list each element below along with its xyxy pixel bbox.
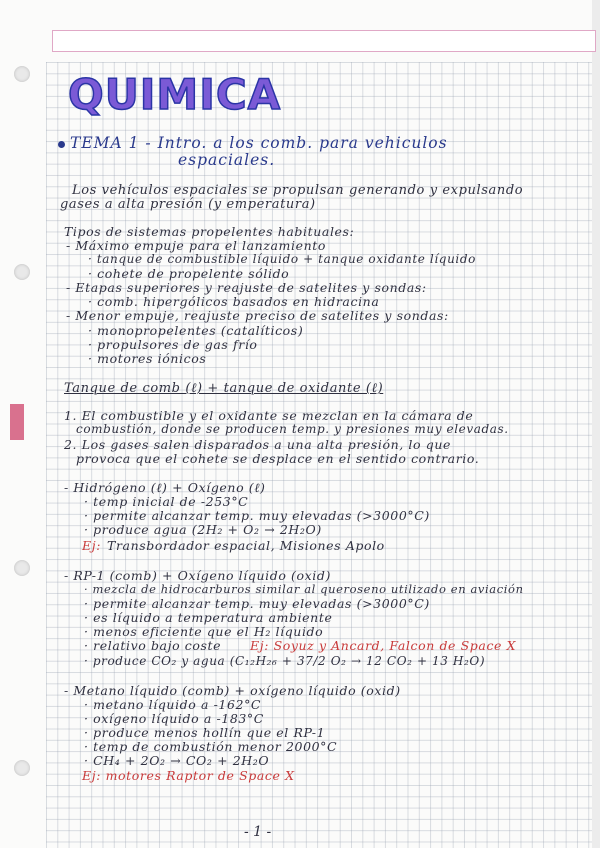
metano-heading: - Metano líquido (comb) + oxígeno líquido (oxid): [64, 683, 401, 698]
tema-line-1: TEMA 1 - Intro. a los comb. para vehiculos: [70, 134, 448, 152]
rp1-item: · mezcla de hidrocarburos similar al queroseno utilizado en aviación: [84, 582, 524, 596]
binder-hole-icon: [14, 264, 30, 280]
rp1-item: · permite alcanzar temp. muy elevadas (>3000°C): [84, 596, 430, 611]
tipos-item: · motores iónicos: [88, 351, 207, 366]
ej-text: Transbordador espacial, Misiones Apolo: [107, 538, 385, 553]
rp1-item: · produce CO₂ y agua (C₁₂H₂₆ + 37/2 O₂ → 12 CO₂ + 13 H₂O): [84, 654, 486, 668]
page-tab: [10, 404, 24, 440]
tipos-item: · propulsores de gas frío: [88, 337, 258, 352]
hidrogeno-item: · permite alcanzar temp. muy elevadas (>3000°C): [84, 508, 430, 523]
intro-line-1: Los vehículos espaciales se propulsan generando y expulsando: [72, 183, 524, 198]
metano-item: · temp de combustión menor 2000°C: [84, 739, 338, 754]
rp1-example: Ej: Soyuz y Ancard, Falcon de Space X: [250, 638, 517, 653]
tipos-item: - Etapas superiores y reajuste de satelites y sondas:: [66, 280, 427, 295]
binder-hole-icon: [14, 560, 30, 576]
hidrogeno-heading: - Hidrógeno (ℓ) + Oxígeno (ℓ): [64, 480, 266, 495]
tipos-item: · tanque de combustible líquido + tanque oxidante líquido: [88, 252, 476, 266]
metano-item: · CH₄ + 2O₂ → CO₂ + 2H₂O: [84, 753, 270, 768]
section2-heading: Tanque de comb (ℓ) + tanque de oxidante (ℓ): [64, 381, 384, 396]
page-edge: [592, 0, 600, 848]
page-number: - 1 -: [244, 824, 272, 840]
binder-hole-icon: [14, 66, 30, 82]
section2-p1-line2: combustión, donde se producen temp. y presiones muy elevadas.: [76, 422, 509, 436]
hidrogeno-item: · temp inicial de -253°C: [84, 494, 249, 509]
tipos-item: · monopropelentes (catalíticos): [88, 323, 304, 338]
rp1-heading: - RP-1 (comb) + Oxígeno líquido (oxid): [64, 568, 331, 583]
bullet-icon: [58, 141, 65, 148]
rp1-item: · menos eficiente que el H₂ líquido: [84, 624, 324, 639]
metano-item: · produce menos hollín que el RP-1: [84, 725, 326, 740]
metano-item: · metano líquido a -162°C: [84, 697, 262, 712]
binder-hole-icon: [14, 760, 30, 776]
tipos-heading: Tipos de sistemas propelentes habituales:: [64, 224, 355, 239]
section2-p2-line1: 2. Los gases salen disparados a una alta presión, lo que: [64, 437, 451, 452]
metano-item: · oxígeno líquido a -183°C: [84, 711, 264, 726]
header-box: [52, 30, 596, 52]
tema-line-2: espaciales.: [178, 151, 276, 169]
tipos-item: · comb. hipergólicos basados en hidracina: [88, 294, 380, 309]
tipos-item: - Menor empuje, reajuste preciso de satelites y sondas:: [66, 308, 449, 323]
tipos-item: - Máximo empuje para el lanzamiento: [66, 238, 327, 253]
ej-label: Ej:: [82, 538, 102, 553]
rp1-item: · relativo bajo coste: [84, 638, 222, 653]
hidrogeno-example: [82, 538, 385, 553]
section2-p2-line2: provoca que el cohete se desplace en el sentido contrario.: [76, 451, 480, 466]
section2-p1-line1: 1. El combustible y el oxidante se mezclan en la cámara de: [64, 408, 474, 423]
tipos-item: · cohete de propelente sólido: [88, 266, 290, 281]
metano-example: Ej: motores Raptor de Space X: [82, 768, 295, 783]
page-title: QUIMICA: [68, 70, 282, 119]
rp1-item: · es líquido a temperatura ambiente: [84, 610, 333, 625]
hidrogeno-item: · produce agua (2H₂ + O₂ → 2H₂O): [84, 522, 322, 537]
intro-line-2: gases a alta presión (y emperatura): [60, 197, 316, 212]
